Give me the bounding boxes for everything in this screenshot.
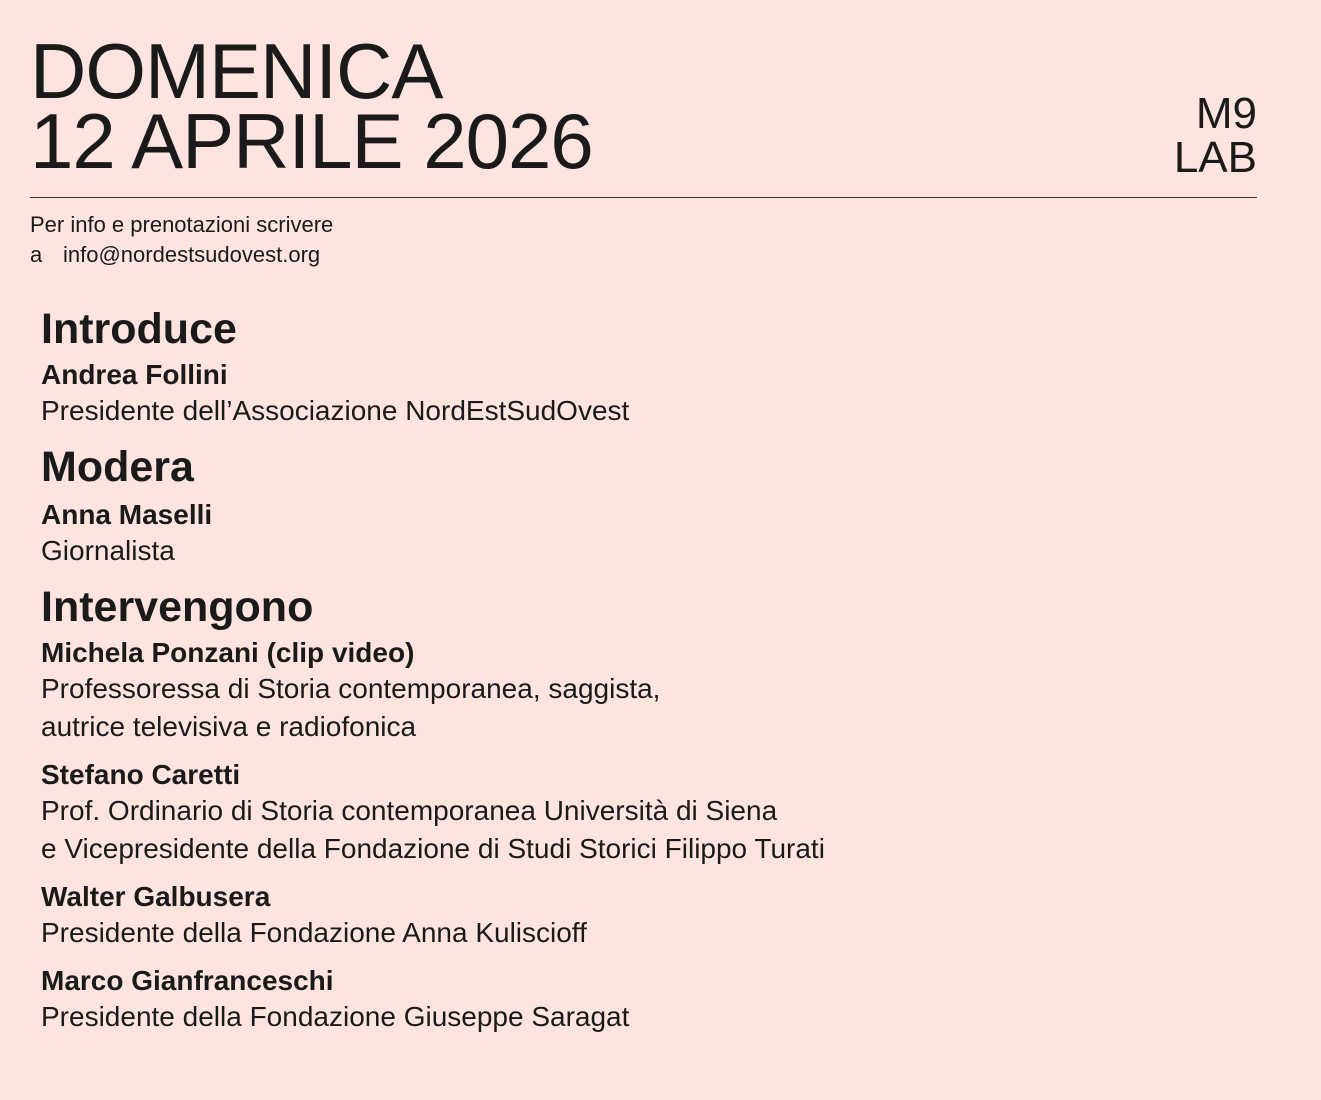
booking-email-line	[30, 240, 333, 270]
moderator-role: Giornalista	[41, 535, 175, 566]
section-heading-speakers: Intervengono	[41, 583, 314, 631]
speaker-role: e Vicepresidente della Fondazione di Studi Storici Filippo Turati	[41, 833, 825, 864]
program	[41, 306, 1241, 1050]
introducer-role: Presidente dell’Associazione NordEstSudOvest	[41, 395, 630, 426]
speaker-role: Professoressa di Storia contemporanea, saggista,	[41, 673, 661, 704]
email-prefix: a	[30, 242, 43, 267]
venue-line-2: LAB	[1173, 133, 1257, 182]
booking-info	[30, 210, 333, 270]
moderator-name: Anna Maselli	[41, 499, 213, 530]
booking-email-link[interactable]: info@nordestsudovest.org	[63, 242, 321, 267]
introducer-name: Andrea Follini	[41, 359, 228, 390]
speaker-role: Presidente della Fondazione Giuseppe Saragat	[41, 1001, 630, 1032]
speaker-name: Walter Galbusera	[41, 881, 271, 912]
section-heading-introduce: Introduce	[41, 305, 237, 353]
speaker-name: Michela Ponzani (clip video)	[41, 637, 415, 668]
event-date: 12 APRILE 2026	[30, 97, 593, 185]
venue-label	[1173, 89, 1257, 182]
speaker-item	[41, 964, 1241, 1036]
speaker-role: Prof. Ordinario di Storia contemporanea Università di Siena	[41, 795, 778, 826]
section-speakers	[41, 584, 1241, 1036]
header-divider	[30, 197, 1257, 198]
section-heading-moderate: Modera	[41, 443, 194, 491]
speaker-item	[41, 758, 1241, 868]
speaker-item	[41, 636, 1241, 746]
booking-info-text: Per info e prenotazioni scrivere	[30, 212, 334, 237]
speaker-item	[41, 880, 1241, 952]
speaker-role: Presidente della Fondazione Anna Kuliscioff	[41, 917, 587, 948]
speaker-name: Marco Gianfranceschi	[41, 965, 334, 996]
event-date-heading	[30, 27, 593, 185]
speaker-name: Stefano Caretti	[41, 759, 241, 790]
event-day: DOMENICA	[30, 27, 443, 115]
speaker-role: autrice televisiva e radiofonica	[41, 711, 417, 742]
venue-line-1: M9	[1195, 89, 1257, 138]
section-introduce	[41, 306, 1241, 430]
section-moderate	[41, 444, 1241, 570]
